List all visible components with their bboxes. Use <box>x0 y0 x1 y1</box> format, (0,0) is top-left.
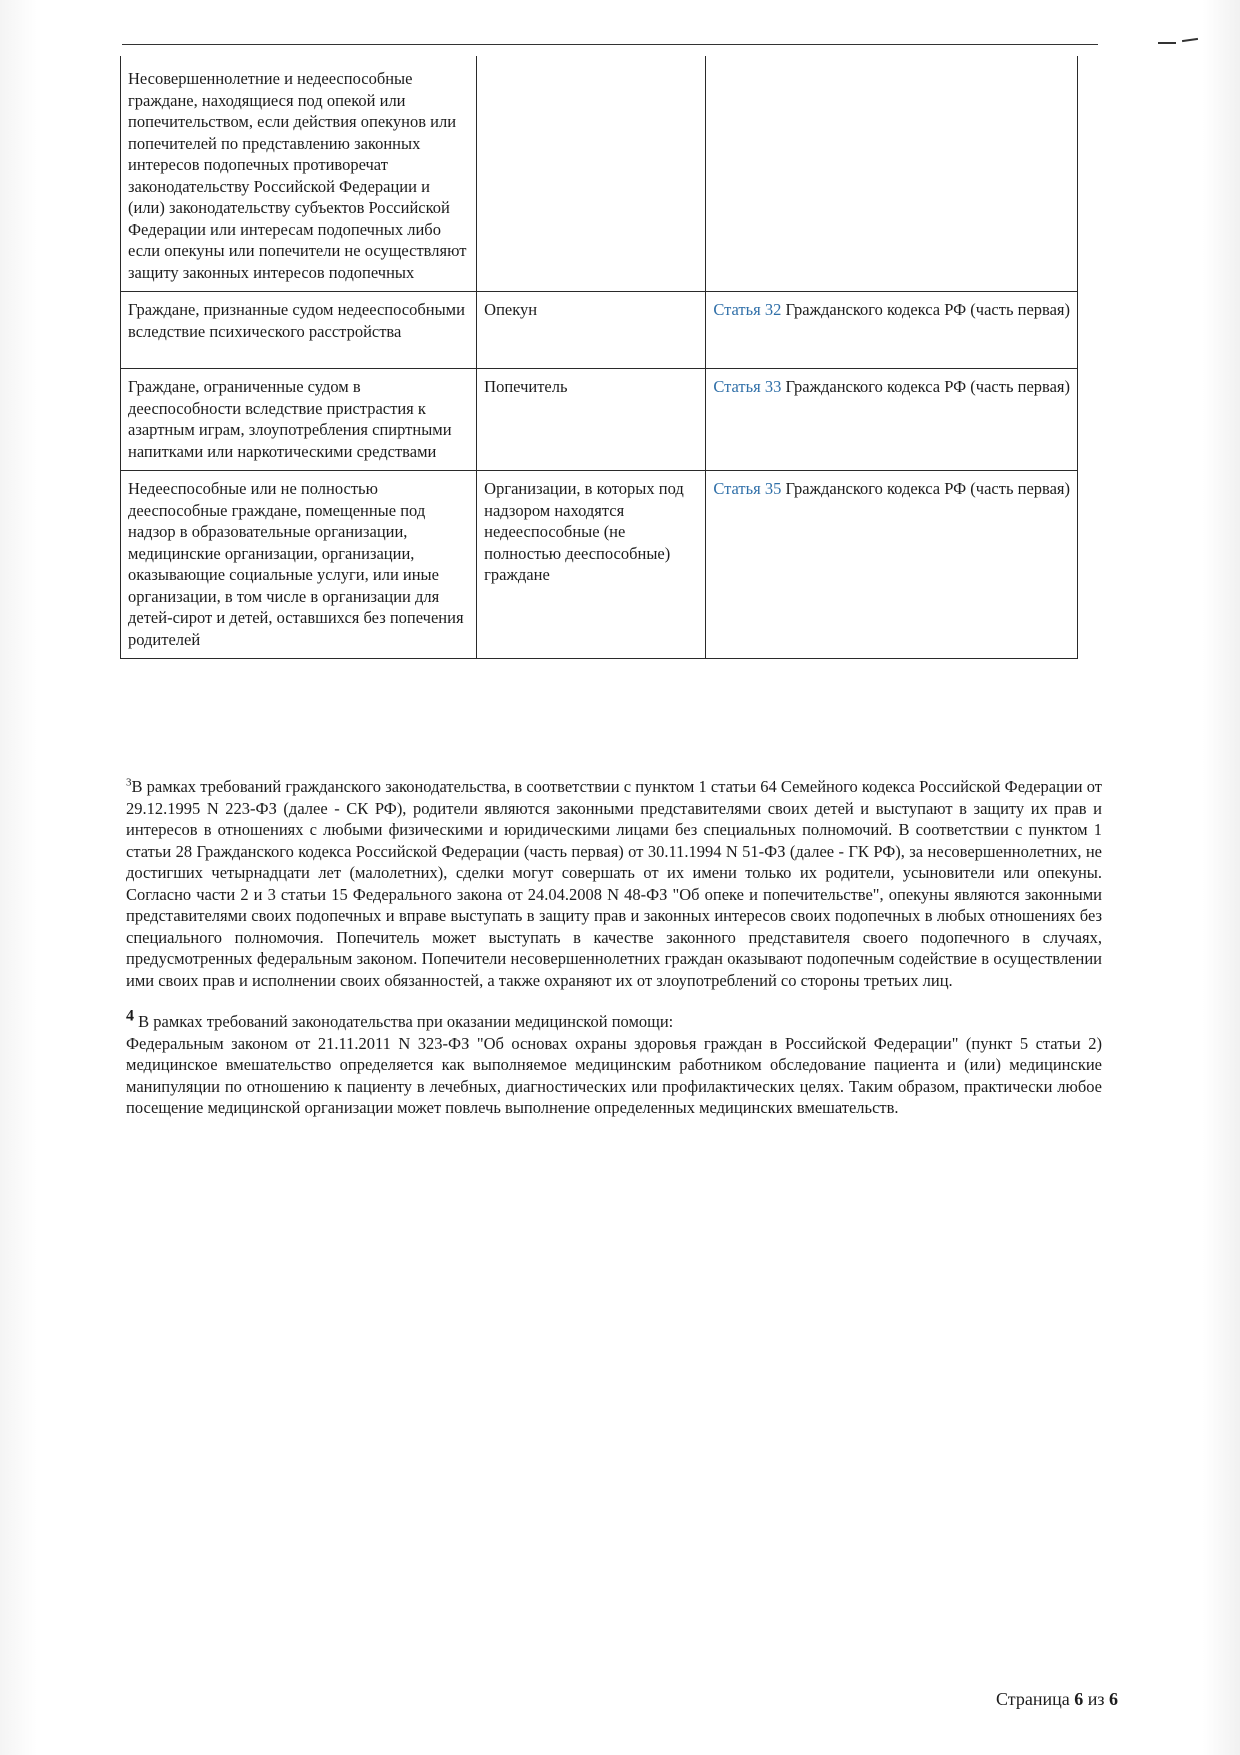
footnote-4-marker: 4 <box>126 1007 134 1025</box>
law-article-link[interactable]: Статья 32 <box>713 300 782 319</box>
legal-basis-cell <box>706 292 1078 369</box>
representative-cell: Организации, в которых под надзором находятся недееспособные (не полностью дееспособные) граждане <box>477 471 706 659</box>
category-cell: Несовершеннолетние и недееспособные граждане, находящиеся под опекой или попечительством, если действия опекунов или попечителей по представлению законных интересов подопечных противоречат законодательству Российской Федерации и (или) законодательству субъектов Российской Федерации или интересам подопечных либо если опекуны или попечители не осуществляют защиту законных интересов подопечных <box>121 56 477 292</box>
law-article-text: Гражданского кодекса РФ (часть первая) <box>781 300 1070 319</box>
law-article-link[interactable]: Статья 35 <box>713 479 782 498</box>
page-counter <box>978 1689 1118 1710</box>
representatives-table <box>120 56 1078 659</box>
law-article-text: Гражданского кодекса РФ (часть первая) <box>781 479 1070 498</box>
footnote-4-heading-text: В рамках требований законодательства при оказании медицинской помощи: <box>134 1012 674 1031</box>
table-row <box>121 369 1078 471</box>
category-cell: Недееспособные или не полностью дееспособные граждане, помещенные под надзор в образовательные организации, медицинские организации, организации, оказывающие социальные услуги, или иные организации, в том числе в организации для детей-сирот и детей, оставшихся без попечения родителей <box>121 471 477 659</box>
representative-cell <box>477 56 706 292</box>
table-row <box>121 56 1078 292</box>
footnote-4-heading <box>126 1007 1102 1033</box>
footnotes <box>126 776 1102 1119</box>
footnote-4-text: Федеральным законом от 21.11.2011 N 323-ФЗ "Об основах охраны здоровья граждан в Российской Федерации" (пункт 5 статьи 2) медицинское вмешательство определяется как выполняемое медицинским работником обследование пациента и (или) медицинские манипуляции по отношению к пациенту в лечебных, диагностических или профилактических целях. Таким образом, практически любое посещение медицинской организации может повлечь выполнение определенных медицинских вмешательств. <box>126 1033 1102 1117</box>
page-total: 6 <box>1109 1689 1118 1709</box>
footnote-3-text: В рамках требований гражданского законодательства, в соответствии с пунктом 1 статьи 64 Семейного кодекса Российской Федерации от 29.12.1995 N 223-ФЗ (далее - СК РФ), родители являются законными представителями своих детей и выступают в защиту их прав и интересов в отношениях с любыми физическими и юридическими лицами без специальных полномочий. В соответствии с пунктом 1 статьи 28 Гражданского кодекса Российской Федерации (часть первая) от 30.11.1994 N 51-ФЗ (далее - ГК РФ), за несовершеннолетних, не достигших четырнадцати лет (малолетних), сделки могут совершать от их имени только их родители, усыновители или опекуны. Согласно части 2 и 3 статьи 15 Федерального закона от 24.04.2008 N 48-ФЗ "Об опеке и попечительстве", опекуны являются законными представителями своих подопечных и вправе выступать в защиту прав и законных интересов своих подопечных в любых отношениях без специального полномочия. Попечитель может выступать в качестве законного представителя своего подопечного в случаях, предусмотренных федеральным законом. Попечители несовершеннолетних граждан оказывают подопечным содействие в осуществлении ими своих прав и исполнении своих обязанностей, а также охраняют их от злоупотреблений со стороны третьих лиц. <box>126 777 1102 990</box>
category-cell: Граждане, признанные судом недееспособными вследствие психического расстройства <box>121 292 477 369</box>
law-article-text: Гражданского кодекса РФ (часть первая) <box>781 377 1070 396</box>
header-rule <box>122 44 1098 45</box>
of-label: из <box>1087 1689 1105 1709</box>
representative-cell: Попечитель <box>477 369 706 471</box>
law-article-link[interactable]: Статья 33 <box>713 377 782 396</box>
scan-corner-mark <box>1158 38 1204 44</box>
page-label: Страница <box>996 1689 1070 1709</box>
footnote-3-marker: 3 <box>126 776 132 789</box>
footnote-3 <box>126 776 1102 991</box>
table-row <box>121 292 1078 369</box>
legal-basis-cell <box>706 471 1078 659</box>
category-cell: Граждане, ограниченные судом в дееспособности вследствие пристрастия к азартным играм, злоупотребления спиртными напитками или наркотическими средствами <box>121 369 477 471</box>
representative-cell: Опекун <box>477 292 706 369</box>
page-number: 6 <box>1074 1689 1084 1709</box>
legal-basis-cell <box>706 369 1078 471</box>
legal-basis-cell <box>706 56 1078 292</box>
table-row <box>121 471 1078 659</box>
